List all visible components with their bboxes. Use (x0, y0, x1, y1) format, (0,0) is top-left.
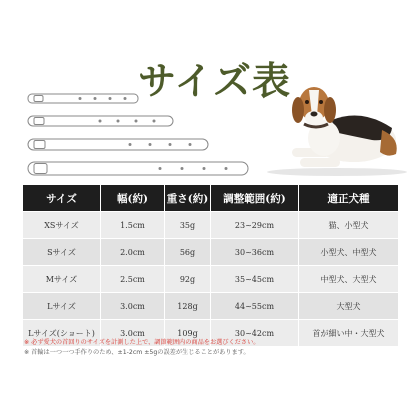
cell-size: Lサイズ (23, 293, 101, 320)
cell-width: 3.0cm (101, 320, 165, 347)
table-row (23, 212, 399, 239)
cell-weight: 109g (165, 320, 211, 347)
handmade-tolerance-note: ※ 首輪は一つ一つ手作りのため、±1-2cm ±5gの誤差が生じることがあります。 (24, 349, 250, 356)
header-width: 幅(約) (101, 185, 165, 212)
cell-weight: 128g (165, 293, 211, 320)
cell-dog-breed: 中型犬、大型犬 (299, 266, 399, 293)
notes (24, 338, 394, 358)
cell-size: Sサイズ (23, 239, 101, 266)
cell-adjust-range: 23~29cm (211, 212, 299, 239)
cell-width: 1.5cm (101, 212, 165, 239)
cell-width: 2.0cm (101, 239, 165, 266)
cell-dog-breed: 小型犬、中型犬 (299, 239, 399, 266)
table-row (23, 266, 399, 293)
cell-dog-breed: 猫、小型犬 (299, 212, 399, 239)
header-adjust-range: 調整範囲(約) (211, 185, 299, 212)
cell-weight: 56g (165, 239, 211, 266)
collar-size-illustration (20, 92, 250, 182)
cell-width: 2.5cm (101, 266, 165, 293)
cell-width: 3.0cm (101, 293, 165, 320)
header-dog-breed: 適正犬種 (299, 185, 399, 212)
cell-size: XSサイズ (23, 212, 101, 239)
size-chart-table (22, 184, 399, 347)
cell-size: Lサイズ(ショート) (23, 320, 101, 347)
header-weight: 重さ(約) (165, 185, 211, 212)
cell-adjust-range: 35~45cm (211, 266, 299, 293)
table-row (23, 293, 399, 320)
header-size: サイズ (23, 185, 101, 212)
cell-adjust-range: 44~55cm (211, 293, 299, 320)
cell-weight: 92g (165, 266, 211, 293)
cell-weight: 35g (165, 212, 211, 239)
measurement-note: ※ 必ず愛犬の首回りのサイズを計測した上で、調節範囲内の商品をお選びください。 (24, 339, 260, 346)
cell-dog-breed: 大型犬 (299, 293, 399, 320)
table-row (23, 239, 399, 266)
cell-dog-breed: 首が細い中・大型犬 (299, 320, 399, 347)
cell-size: Mサイズ (23, 266, 101, 293)
cell-adjust-range: 30~36cm (211, 239, 299, 266)
page-title: サイズ表 (138, 59, 291, 103)
table-header-row (23, 185, 399, 212)
beagle-dog-image (262, 78, 412, 178)
cell-adjust-range: 30~42cm (211, 320, 299, 347)
